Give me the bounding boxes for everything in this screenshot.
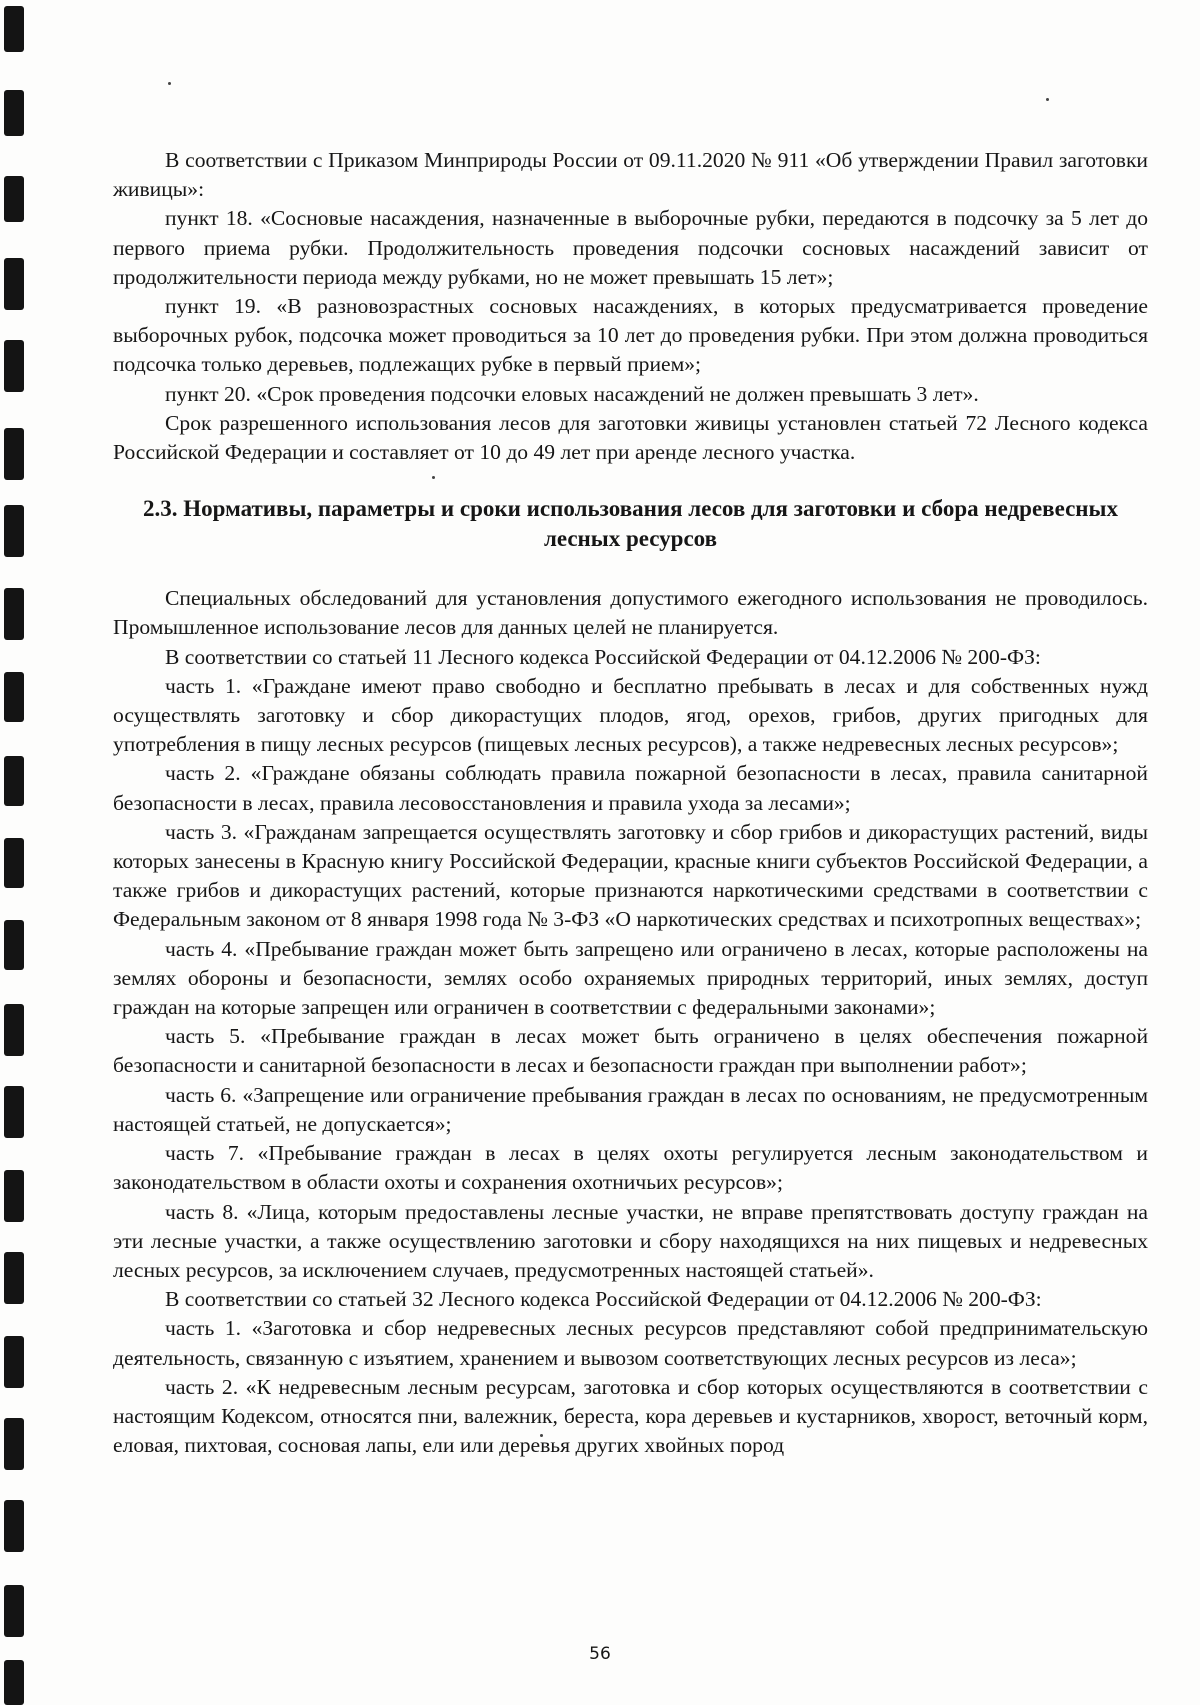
binding-mark [4, 1170, 24, 1222]
scan-speck [1046, 98, 1049, 101]
paragraph: Специальных обследований для установления допустимого ежегодного использования не проводилось. Промышленное использование лесов для данных целей не планируется. [113, 586, 1148, 640]
binding-mark [4, 176, 24, 222]
document-body [113, 146, 1148, 1460]
paragraph: пункт 20. «Срок проведения подсочки еловых насаждений не должен превышать 3 лет». [165, 381, 979, 406]
paragraph: В соответствии с Приказом Минприроды России от 09.11.2020 № 911 «Об утверждении Правил заготовки живицы»: [113, 148, 1148, 202]
binding-mark [4, 90, 24, 136]
binding-mark [4, 258, 24, 310]
binding-mark [4, 1004, 24, 1056]
binding-mark [4, 756, 24, 806]
binding-mark [4, 1086, 24, 1138]
binding-mark [4, 588, 24, 640]
section-heading: 2.3. Нормативы, параметры и сроки использования лесов для заготовки и сбора недревесных лесных ресурсов [143, 496, 1118, 552]
paragraph: часть 1. «Заготовка и сбор недревесных лесных ресурсов представляют собой предпринимательскую деятельность, связанную с изъятием, хранением и вывозом соответствующих лесных ресурсов из леса»; [113, 1316, 1148, 1370]
binding-mark [4, 672, 24, 722]
binding-mark [4, 340, 24, 392]
paragraph: В соответствии со статьей 11 Лесного кодекса Российской Федерации от 04.12.2006 № 200-ФЗ: [165, 644, 1041, 669]
binding-mark [4, 1500, 24, 1552]
page-number: 56 [589, 1644, 611, 1664]
paragraph: часть 1. «Граждане имеют право свободно и бесплатно пребывать в лесах и для собственных нужд осуществлять заготовку и сбор дикорастущих плодов, ягод, орехов, грибов, других пригодных для употребления в пищу лесных ресурсов (пищевых лесных ресурсов), а также недревесных лесных ресурсов»; [113, 673, 1148, 757]
paragraph: пункт 18. «Сосновые насаждения, назначенные в выборочные рубки, передаются в подсочку за 5 лет до первого приема рубки. Продолжительность проведения подсочки сосновых насаждений зависит от продолжительности периода между рубками, но не может превышать 15 лет»; [113, 206, 1148, 289]
paragraph: часть 2. «К недревесным лесным ресурсам, заготовка и сбор которых осуществляются в соответствии с настоящим Кодексом, относятся пни, валежник, береста, кора деревьев и кустарников, хворост, веточный корм, еловая, пихтовая, сосновая лапы, ели или деревья других хвойных пород [113, 1374, 1148, 1458]
binding-marks [0, 0, 40, 1705]
paragraph: часть 5. «Пребывание граждан в лесах может быть ограничено в целях обеспечения пожарной безопасности и санитарной безопасности в лесах и безопасности граждан при выполнении работ»; [113, 1024, 1148, 1078]
binding-mark [4, 428, 24, 480]
paragraph: пункт 19. «В разновозрастных сосновых насаждениях, в которых предусматривается проведение выборочных рубок, подсочка может проводиться за 10 лет до проведения рубки. При этом должна проводиться подсочка только деревьев, подлежащих рубке в первый прием»; [113, 294, 1148, 377]
binding-mark [4, 1336, 24, 1388]
paragraph: часть 6. «Запрещение или ограничение пребывания граждан в лесах по основаниям, не предусмотренным настоящей статьей, не допускается»; [113, 1082, 1148, 1136]
scan-speck [168, 82, 171, 85]
binding-mark [4, 6, 24, 52]
paragraph: часть 7. «Пребывание граждан в лесах в целях охоты регулируется лесным законодательством и законодательством в области охоты и сохранения охотничьих ресурсов»; [113, 1141, 1148, 1195]
binding-mark [4, 838, 24, 888]
binding-mark [4, 1418, 24, 1470]
paragraph: В соответствии со статьей 32 Лесного кодекса Российской Федерации от 04.12.2006 № 200-ФЗ: [165, 1287, 1042, 1312]
binding-mark [4, 1660, 24, 1705]
paragraph: часть 4. «Пребывание граждан может быть запрещено или ограничено в лесах, которые расположены на землях обороны и безопасности, землях особо охраняемых природных территорий, иных землях, доступ граждан на которые запрещен или ограничен в соответствии с федеральными законами»; [113, 936, 1148, 1020]
binding-mark [4, 920, 24, 970]
paragraph: часть 2. «Граждане обязаны соблюдать правила пожарной безопасности в лесах, правила санитарной безопасности в лесах, правила лесовосстановления и правила ухода за лесами»; [113, 761, 1148, 815]
paragraph: Срок разрешенного использования лесов для заготовки живицы установлен статьей 72 Лесного кодекса Российской Федерации и составляет от 10 до 49 лет при аренде лесного участка. [113, 410, 1148, 465]
binding-mark [4, 1585, 24, 1637]
paragraph: часть 3. «Гражданам запрещается осуществлять заготовку и сбор грибов и дикорастущих растений, виды которых занесены в Красную книгу Российской Федерации, красные книги субъектов Российской Федерации, а также грибов и дикорастущих растений, которые признаются наркотическими средствами в соответствии с Федеральным законом от 8 января 1998 года № 3-ФЗ «О наркотических средствах и психотропных веществах»; [113, 819, 1148, 932]
binding-mark [4, 1252, 24, 1304]
paragraph: часть 8. «Лица, которым предоставлены лесные участки, не вправе препятствовать доступу граждан на эти лесные участки, а также осуществлению заготовки и сбору находящихся на них пищевых и недревесных лесных ресурсов, за исключением случаев, предусмотренных настоящей статьей». [113, 1199, 1148, 1282]
binding-mark [4, 505, 24, 557]
